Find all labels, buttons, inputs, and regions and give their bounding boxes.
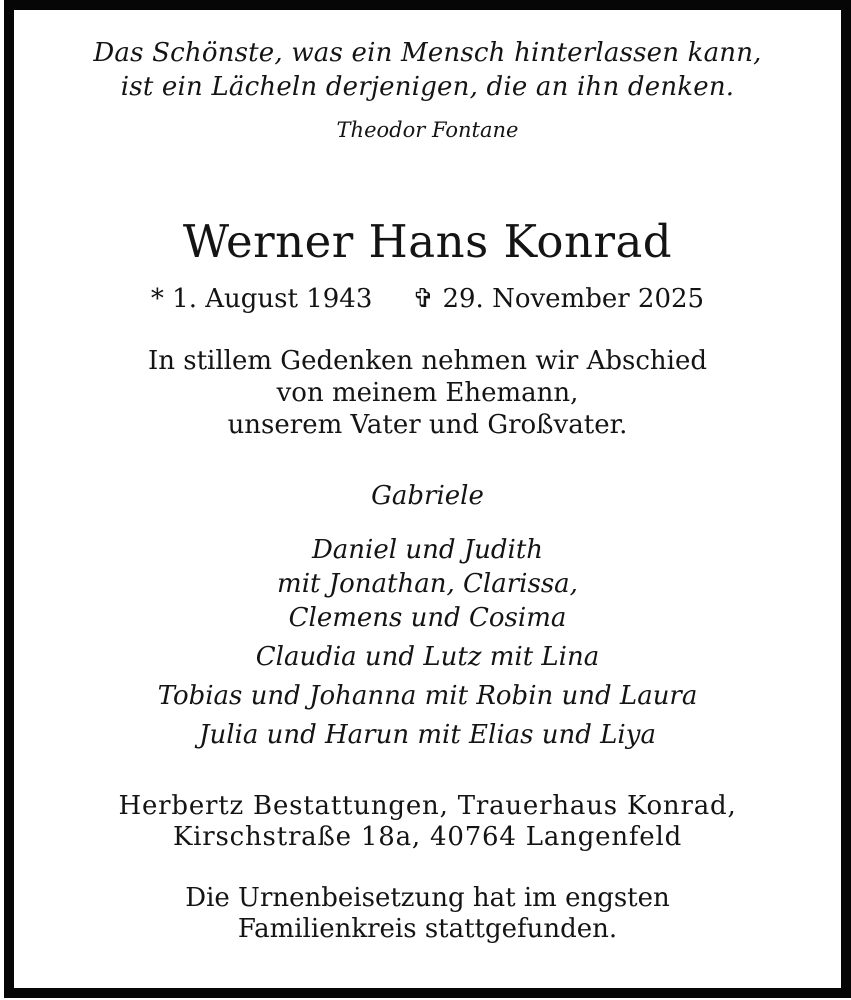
birth-star-symbol: * bbox=[150, 284, 164, 314]
memorial-quote bbox=[14, 36, 841, 143]
message-line-1: In stillem Gedenken nehmen wir Abschied bbox=[147, 346, 707, 376]
mourner-group-line-1: Daniel und Judith bbox=[311, 535, 544, 565]
mourner-primary: Gabriele bbox=[371, 481, 484, 511]
death-date-text: 29. November 2025 bbox=[442, 284, 705, 314]
deceased-name: Werner Hans Konrad bbox=[182, 215, 673, 268]
funeral-home-info bbox=[14, 791, 841, 853]
quote-attribution: Theodor Fontane bbox=[336, 118, 519, 142]
farewell-message bbox=[14, 345, 841, 441]
closing-line-2: Familienkreis stattgefunden. bbox=[237, 914, 618, 944]
closing-line-1: Die Urnenbeisetzung hat im engsten bbox=[185, 883, 670, 913]
mourner-group bbox=[14, 533, 841, 635]
message-line-3: unserem Vater und Großvater. bbox=[227, 410, 628, 440]
obituary-frame bbox=[4, 0, 851, 998]
closing-notice bbox=[14, 883, 841, 945]
obituary-content bbox=[14, 10, 841, 945]
birth-date bbox=[151, 283, 372, 315]
funeral-home-line-2: Kirschstraße 18a, 40764 Langenfeld bbox=[172, 822, 683, 852]
mourner-line-claudia: Claudia und Lutz mit Lina bbox=[255, 642, 600, 672]
quote-line-2: ist ein Lächeln derjenigen, die an ihn denken. bbox=[120, 72, 735, 102]
life-dates bbox=[14, 283, 841, 315]
message-line-2: von meinem Ehemann, bbox=[276, 378, 579, 408]
quote-line-1: Das Schönste, was ein Mensch hinterlassen kann, bbox=[93, 38, 762, 68]
mourner-group-line-2: mit Jonathan, Clarissa, bbox=[277, 569, 578, 599]
funeral-home-line-1: Herbertz Bestattungen, Trauerhaus Konrad, bbox=[118, 791, 737, 821]
death-cross-symbol: ✞ bbox=[412, 284, 435, 314]
death-date bbox=[412, 283, 704, 315]
mourner-line-tobias: Tobias und Johanna mit Robin und Laura bbox=[157, 681, 698, 711]
mourner-line-julia: Julia und Harun mit Elias und Liya bbox=[199, 720, 656, 750]
birth-date-text: 1. August 1943 bbox=[172, 284, 373, 314]
mourner-group-line-3: Clemens und Cosima bbox=[288, 603, 567, 633]
